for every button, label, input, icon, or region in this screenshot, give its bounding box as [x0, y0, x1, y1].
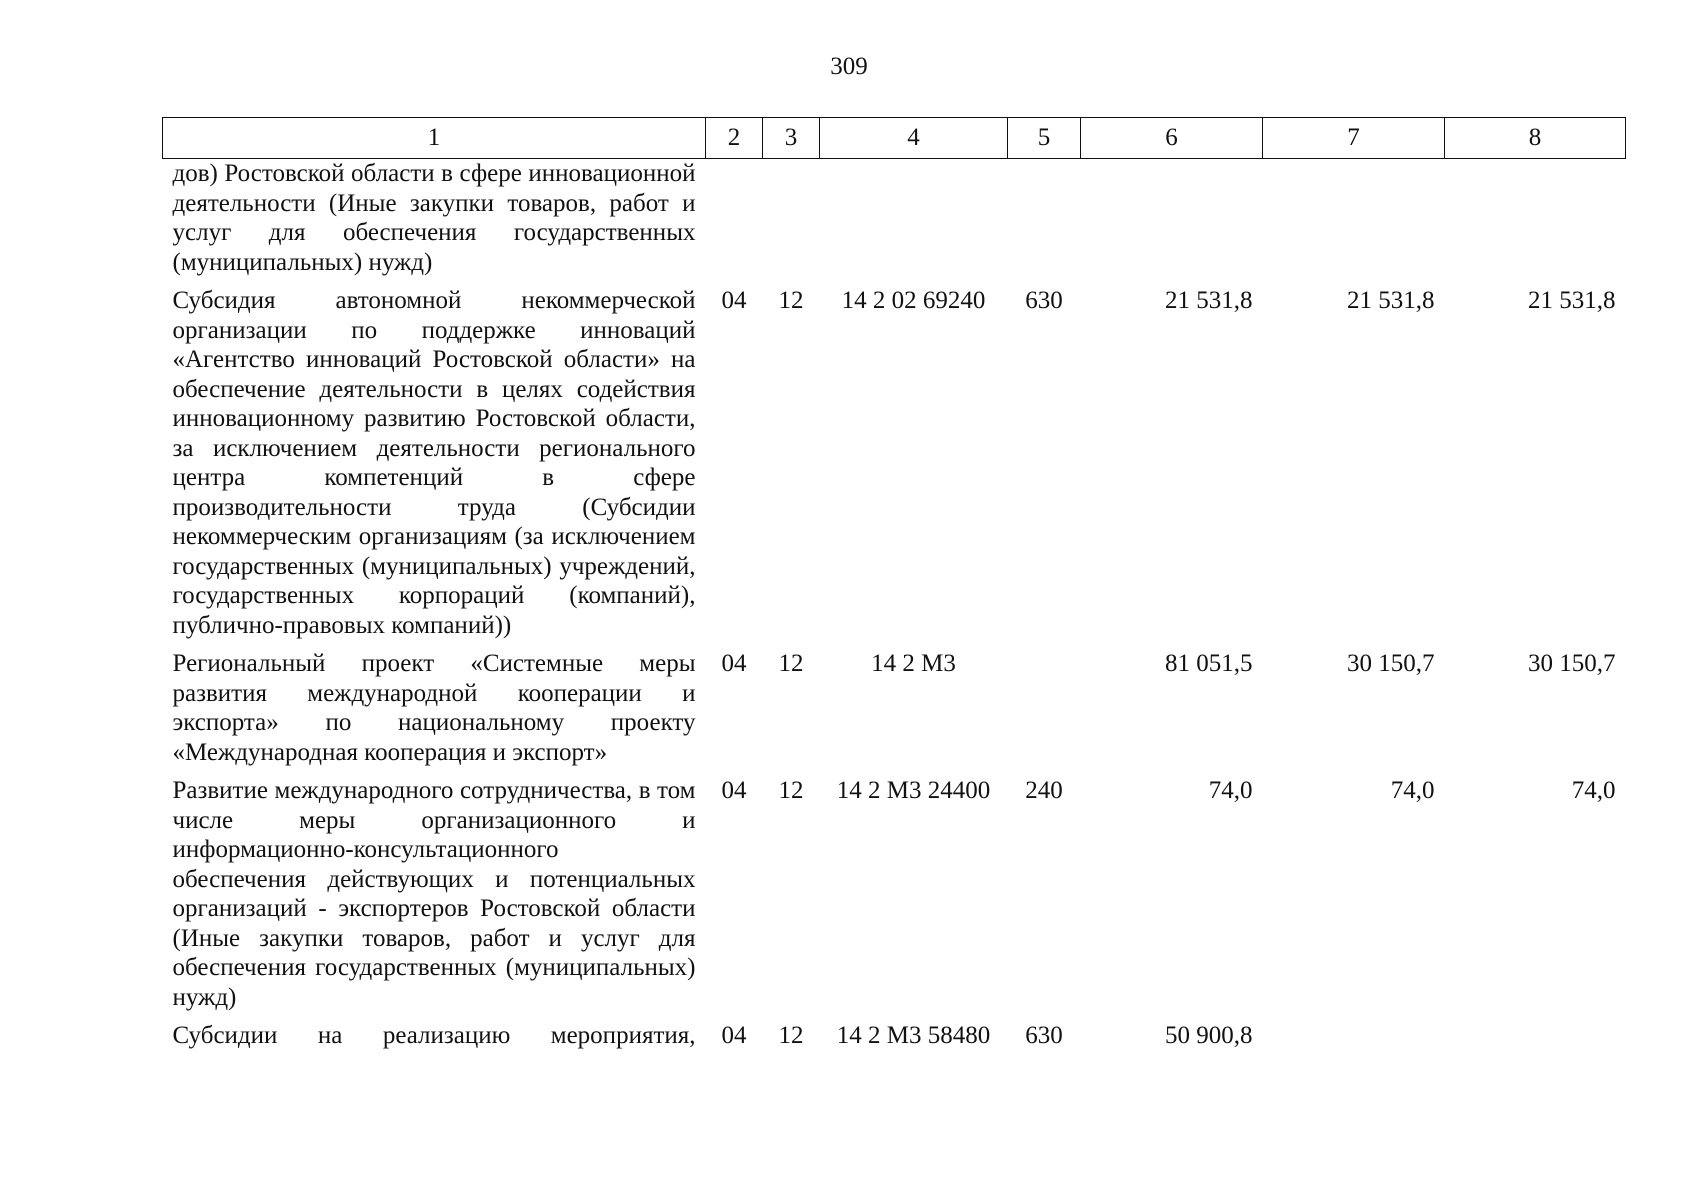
table-row [163, 649, 1626, 776]
row-csr: 14 2 M3 58480 [836, 1022, 991, 1049]
row-rz: 04 [721, 650, 747, 677]
header-row [163, 118, 1626, 159]
row-description: Региональный проект «Системные меры развития международной кооперации и экспорта» по национальному проекту «Международная кооперация и экспорт» [172, 650, 696, 766]
row-description: Развитие международного сотрудничества, в том числе меры организационного и информационно-консультационного обеспечения действующих и потенциальных организаций - экспортеров Ростовской области (Иные закупки товаров, работ и услуг для обеспечения государственных (муниципальных) нужд) [172, 777, 696, 1011]
row-rz: 04 [721, 287, 747, 314]
row-description: Субсидия автономной некоммерческой организации по поддержке инноваций «Агентство инноваций Ростовской области» на обеспечение деятельности в целях содействия инновационному развитию Ростовской области, за исключением деятельности регионального центра компетенций в сфере производительности труда (Субсидии некоммерческим организациям (за исключением государственных (муниципальных) учреждений, государственных корпораций (компаний), публично-правовых компаний)) [172, 287, 696, 639]
header-cell: 7 [1263, 118, 1445, 159]
row-csr [820, 159, 1008, 287]
row-sum-2: 21 531,8 [1347, 287, 1435, 314]
row-sum-3: 30 150,7 [1528, 650, 1616, 677]
table-row [163, 1021, 1626, 1060]
row-pr: 12 [778, 1022, 804, 1049]
table-body [163, 159, 1626, 1060]
row-sum-1: 81 051,5 [1165, 650, 1253, 677]
row-sum-3 [1445, 159, 1626, 287]
header-cell: 3 [763, 118, 820, 159]
row-vr: 240 [1025, 777, 1063, 804]
row-description: Субсидии на реализацию мероприятия, [172, 1022, 696, 1049]
header-cell: 1 [163, 118, 706, 159]
header-cell: 8 [1445, 118, 1626, 159]
row-sum-1 [1081, 159, 1263, 287]
row-sum-1: 21 531,8 [1165, 287, 1253, 314]
header-cell: 4 [820, 118, 1008, 159]
row-csr: 14 2 M3 [871, 650, 956, 677]
row-vr: 630 [1025, 287, 1063, 314]
header-cell: 5 [1008, 118, 1081, 159]
table-row [163, 776, 1626, 1021]
table-row [163, 286, 1626, 649]
row-sum-2: 74,0 [1390, 777, 1435, 804]
row-vr [1008, 159, 1081, 287]
table-row [163, 159, 1626, 287]
row-sum-3 [1445, 1021, 1626, 1060]
row-rz [706, 159, 763, 287]
row-vr [1008, 649, 1081, 776]
row-csr: 14 2 02 69240 [841, 287, 986, 314]
page-number: 309 [830, 53, 868, 80]
header-cell: 6 [1081, 118, 1263, 159]
row-sum-2 [1263, 1021, 1445, 1060]
row-pr: 12 [778, 777, 804, 804]
row-pr: 12 [778, 287, 804, 314]
row-pr: 12 [778, 650, 804, 677]
budget-table [162, 117, 1626, 1060]
row-description: дов) Ростовской области в сфере инновационной деятельности (Иные закупки товаров, работ и услуг для обеспечения государственных (муниципальных) нужд) [172, 160, 696, 276]
row-sum-3: 21 531,8 [1528, 287, 1616, 314]
row-sum-2: 30 150,7 [1347, 650, 1435, 677]
row-sum-2 [1263, 159, 1445, 287]
row-sum-1: 74,0 [1208, 777, 1253, 804]
header-cell: 2 [706, 118, 763, 159]
row-pr [763, 159, 820, 287]
row-sum-1: 50 900,8 [1165, 1022, 1253, 1049]
row-csr: 14 2 M3 24400 [836, 777, 991, 804]
row-rz: 04 [721, 777, 747, 804]
row-vr: 630 [1025, 1022, 1063, 1049]
row-sum-3: 74,0 [1571, 777, 1616, 804]
table-header [163, 118, 1626, 159]
row-rz: 04 [721, 1022, 747, 1049]
